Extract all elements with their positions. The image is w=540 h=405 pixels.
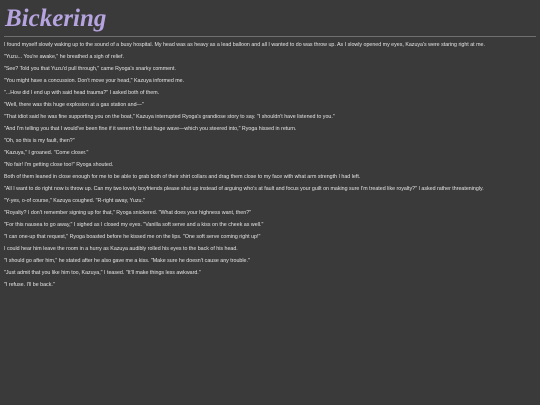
story-paragraph: "And I'm telling you that I would've been fine if it weren't for that huge wave—which you steered into," Ryoga hissed in return. [4,126,297,132]
story-paragraph: "Just admit that you like him too, Kazuya," I teased. "It'll make things less awkward." [4,270,201,276]
story-paragraph: "Kazuya," I groaned. "Come closer." [4,150,89,156]
story-paragraph: "No fair! I'm getting close too!" Ryoga shouted. [4,162,114,168]
story-paragraph: "I refuse. I'll be back." [4,282,55,288]
story-paragraph: Both of them leaned in close enough for me to be able to grab both of their shirt collars and drag them close to my face with what arm strength I had left. [4,174,361,180]
story-body [4,42,536,289]
story-paragraph: "All I want to do right now is throw up. Can my two lovely boyfriends please shut up instead of arguing who's at fault and focus your guilt on making sure I'm treated like royalty?" I asked rather threateningly. [4,186,484,192]
story-paragraph: "You might have a concussion. Don't move your head," Kazuya informed me. [4,78,185,84]
story-paragraph: "Well, there was this huge explosion at a gas station and—" [4,102,144,108]
page-title: Bickering [5,5,107,32]
story-paragraph: "Oh, so this is my fault, then?" [4,138,75,144]
story-paragraph: "Y-yes, o-of course," Kazuya coughed. "R-right away, Yuzu." [4,198,145,204]
story-paragraph: "See? Told you that Yuzu'd pull through," came Ryoga's snarky comment. [4,66,176,72]
story-paragraph: I found myself slowly waking up to the sound of a busy hospital. My head was as heavy as a lead balloon and all I wanted to do was throw up. As I slowly opened my eyes, Kazuya's were staring right at me. [4,42,485,48]
story-paragraph: "I can one-up that request," Ryoga boasted before he kissed me on the lips. "One soft serve coming right up!" [4,234,261,240]
story-paragraph: "I should go after him," he stated after he also gave me a kiss. "Make sure he doesn't cause any trouble." [4,258,250,264]
story-paragraph: "Yuzu... You're awake," he breathed a sigh of relief. [4,54,124,60]
title-divider [4,36,536,37]
story-paragraph: "Royalty? I don't remember signing up for that," Ryoga snickered. "What does your highness want, then?" [4,210,252,216]
story-paragraph: "...How did I end up with said head trauma?" I asked both of them. [4,90,160,96]
story-paragraph: I could hear him leave the room in a hurry as Kazuya audibly rolled his eyes to the back of his head. [4,246,238,252]
story-paragraph: "That idiot said he was fine supporting you on the boat," Kazuya interrupted Ryoga's grandiose story to say. "I shouldn't have listened to you." [4,114,335,120]
story-paragraph: "For this nausea to go away," I sighed as I closed my eyes. "Vanilla soft serve and a kiss on the cheek as well." [4,222,264,228]
